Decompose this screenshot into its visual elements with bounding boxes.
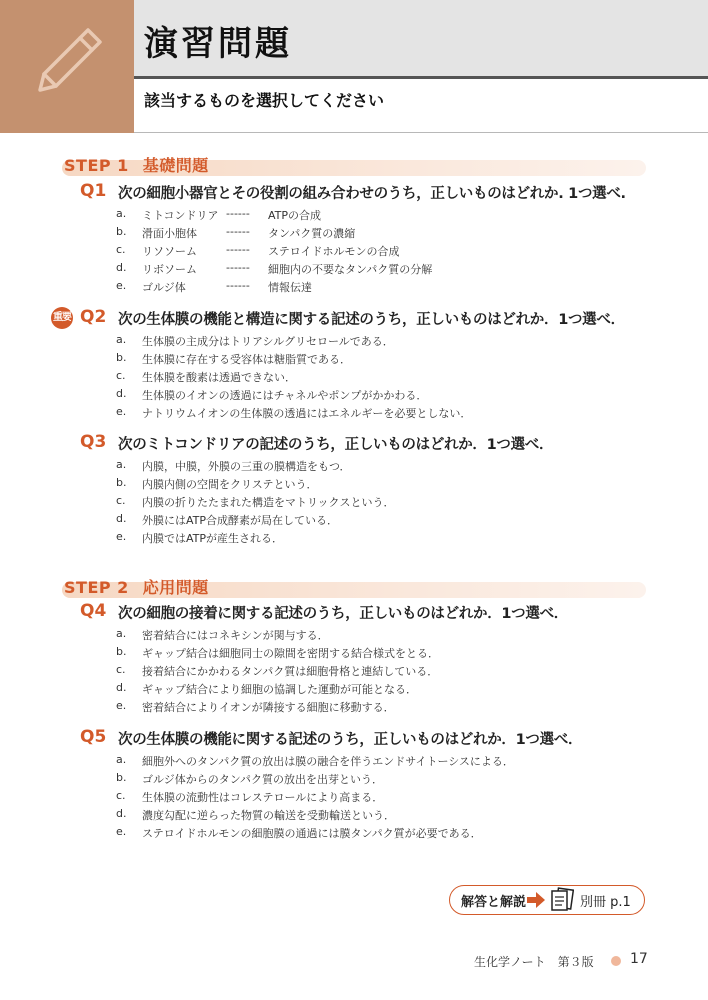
- option-role: 細胞内の不要なタンパク質の分解: [268, 263, 433, 276]
- option-dash: ------: [226, 225, 250, 238]
- option-dash: ------: [226, 279, 250, 292]
- option-organelle: 滑面小胞体: [142, 227, 197, 240]
- option-letter: c.: [116, 663, 126, 676]
- option-text: 接着結合にかかわるタンパク質は細胞骨格と連結している．: [142, 665, 439, 678]
- option-letter: d.: [116, 512, 127, 525]
- option-dash: ------: [226, 207, 250, 220]
- option-letter: a.: [116, 458, 127, 471]
- option-organelle: ミトコンドリア: [142, 209, 219, 222]
- question-number: Q5: [80, 727, 107, 747]
- question-number: Q2: [80, 307, 107, 327]
- question-text: 次の生体膜の機能に関する記述のうち，正しいものはどれか．1つ選べ．: [118, 732, 583, 748]
- option-organelle: リボソーム: [142, 263, 197, 276]
- option-letter: b.: [116, 351, 127, 364]
- option-text: 生体膜のイオンの透過にはチャネルやポンプがかかわる．: [142, 389, 428, 402]
- option-letter: e.: [116, 405, 127, 418]
- answer-reference: 別冊 p.1: [580, 895, 631, 910]
- footer-book-title: 生化学ノート 第３版: [474, 955, 594, 969]
- page-number: 17: [630, 951, 648, 967]
- title-divider: [134, 76, 708, 79]
- option-letter: b.: [116, 645, 127, 658]
- step-2-label: STEP 2: [64, 578, 129, 597]
- option-text: 生体膜を酸素は透過できない．: [142, 371, 296, 384]
- option-letter: e.: [116, 699, 127, 712]
- option-letter: c.: [116, 369, 126, 382]
- question-number: Q4: [80, 601, 107, 621]
- option-letter: b.: [116, 476, 127, 489]
- step-1-heading: [64, 153, 209, 176]
- option-dash: ------: [226, 261, 250, 274]
- option-letter: a.: [116, 207, 127, 220]
- option-text: ギャップ結合により細胞の協調した運動が可能となる．: [142, 683, 417, 696]
- option-text: 生体膜に存在する受容体は糖脂質である．: [142, 353, 351, 366]
- option-organelle: ゴルジ体: [142, 281, 186, 294]
- option-role: 情報伝達: [268, 281, 312, 294]
- question-text: 次の生体膜の機能と構造に関する記述のうち，正しいものはどれか．1つ選べ．: [118, 312, 625, 328]
- option-letter: a.: [116, 627, 127, 640]
- header-color-block: [0, 0, 134, 133]
- option-letter: c.: [116, 494, 126, 507]
- option-role: タンパク質の濃縮: [268, 227, 356, 240]
- question-number: Q3: [80, 432, 107, 452]
- footer-dot: [611, 956, 621, 966]
- option-letter: c.: [116, 243, 126, 256]
- option-text: 内膜の折りたたまれた構造をマトリックスという．: [142, 496, 395, 509]
- option-text: 生体膜の主成分はトリアシルグリセロールである．: [142, 335, 394, 348]
- question-number: Q1: [80, 181, 107, 201]
- option-text: ステロイドホルモンの細胞膜の通過には膜タンパク質が必要である．: [142, 827, 482, 840]
- option-text: 生体膜の流動性はコレステロールにより高まる．: [142, 791, 384, 804]
- option-role: ステロイドホルモンの合成: [268, 245, 400, 258]
- step-2-name: 応用問題: [142, 578, 209, 597]
- option-text: 密着結合によりイオンが隣接する細胞に移動する．: [142, 701, 395, 714]
- option-text: 外膜にはATP合成酵素が局在している．: [142, 514, 339, 527]
- important-badge: 重要: [51, 307, 73, 329]
- page-title: 演習問題: [144, 24, 292, 64]
- option-text: 内膜内側の空間をクリステという．: [142, 478, 318, 491]
- arrow-right-icon: [526, 891, 546, 909]
- option-letter: d.: [116, 387, 127, 400]
- option-letter: c.: [116, 789, 126, 802]
- step-1-label: STEP 1: [64, 156, 129, 175]
- step-2-heading: [64, 575, 209, 598]
- question-text: 次のミトコンドリアの記述のうち，正しいものはどれか．1つ選べ．: [118, 437, 554, 453]
- option-dash: ------: [226, 243, 250, 256]
- option-role: ATPの合成: [268, 209, 322, 222]
- option-text: ゴルジ体からのタンパク質の放出を出芽という．: [142, 773, 383, 786]
- pencil-icon: [30, 22, 108, 100]
- question-text: 次の細胞の接着に関する記述のうち，正しいものはどれか．1つ選べ．: [118, 606, 568, 622]
- option-letter: e.: [116, 279, 127, 292]
- option-letter: d.: [116, 681, 127, 694]
- option-text: 細胞外へのタンパク質の放出は膜の融合を伴うエンドサイトーシスによる．: [142, 755, 514, 768]
- step-1-name: 基礎問題: [142, 156, 209, 175]
- option-letter: d.: [116, 261, 127, 274]
- option-organelle: リソソーム: [142, 245, 197, 258]
- option-text: 内膜，中膜，外膜の三重の膜構造をもつ．: [142, 460, 351, 473]
- option-letter: a.: [116, 753, 127, 766]
- option-letter: d.: [116, 807, 127, 820]
- page-subtitle: 該当するものを選択してください: [144, 91, 385, 110]
- answer-label: 解答と解説: [461, 895, 527, 910]
- option-letter: b.: [116, 771, 127, 784]
- option-text: 濃度勾配に逆らった物質の輸送を受動輸送という．: [142, 809, 395, 822]
- option-text: 内膜ではATPが産生される．: [142, 532, 284, 545]
- option-text: 密着結合にはコネキシンが関与する．: [142, 629, 329, 642]
- option-letter: a.: [116, 333, 127, 346]
- question-text: 次の細胞小器官とその役割の組み合わせのうち，正しいものはどれか. 1つ選べ.: [118, 186, 626, 202]
- option-letter: b.: [116, 225, 127, 238]
- option-text: ギャップ結合は細胞同士の隙間を密閉する結合様式をとる．: [142, 647, 439, 660]
- document-icon: [550, 887, 574, 913]
- subtitle-divider: [134, 132, 708, 133]
- option-letter: e.: [116, 825, 127, 838]
- option-letter: e.: [116, 530, 127, 543]
- option-text: ナトリウムイオンの生体膜の透過にはエネルギーを必要としない．: [142, 407, 472, 420]
